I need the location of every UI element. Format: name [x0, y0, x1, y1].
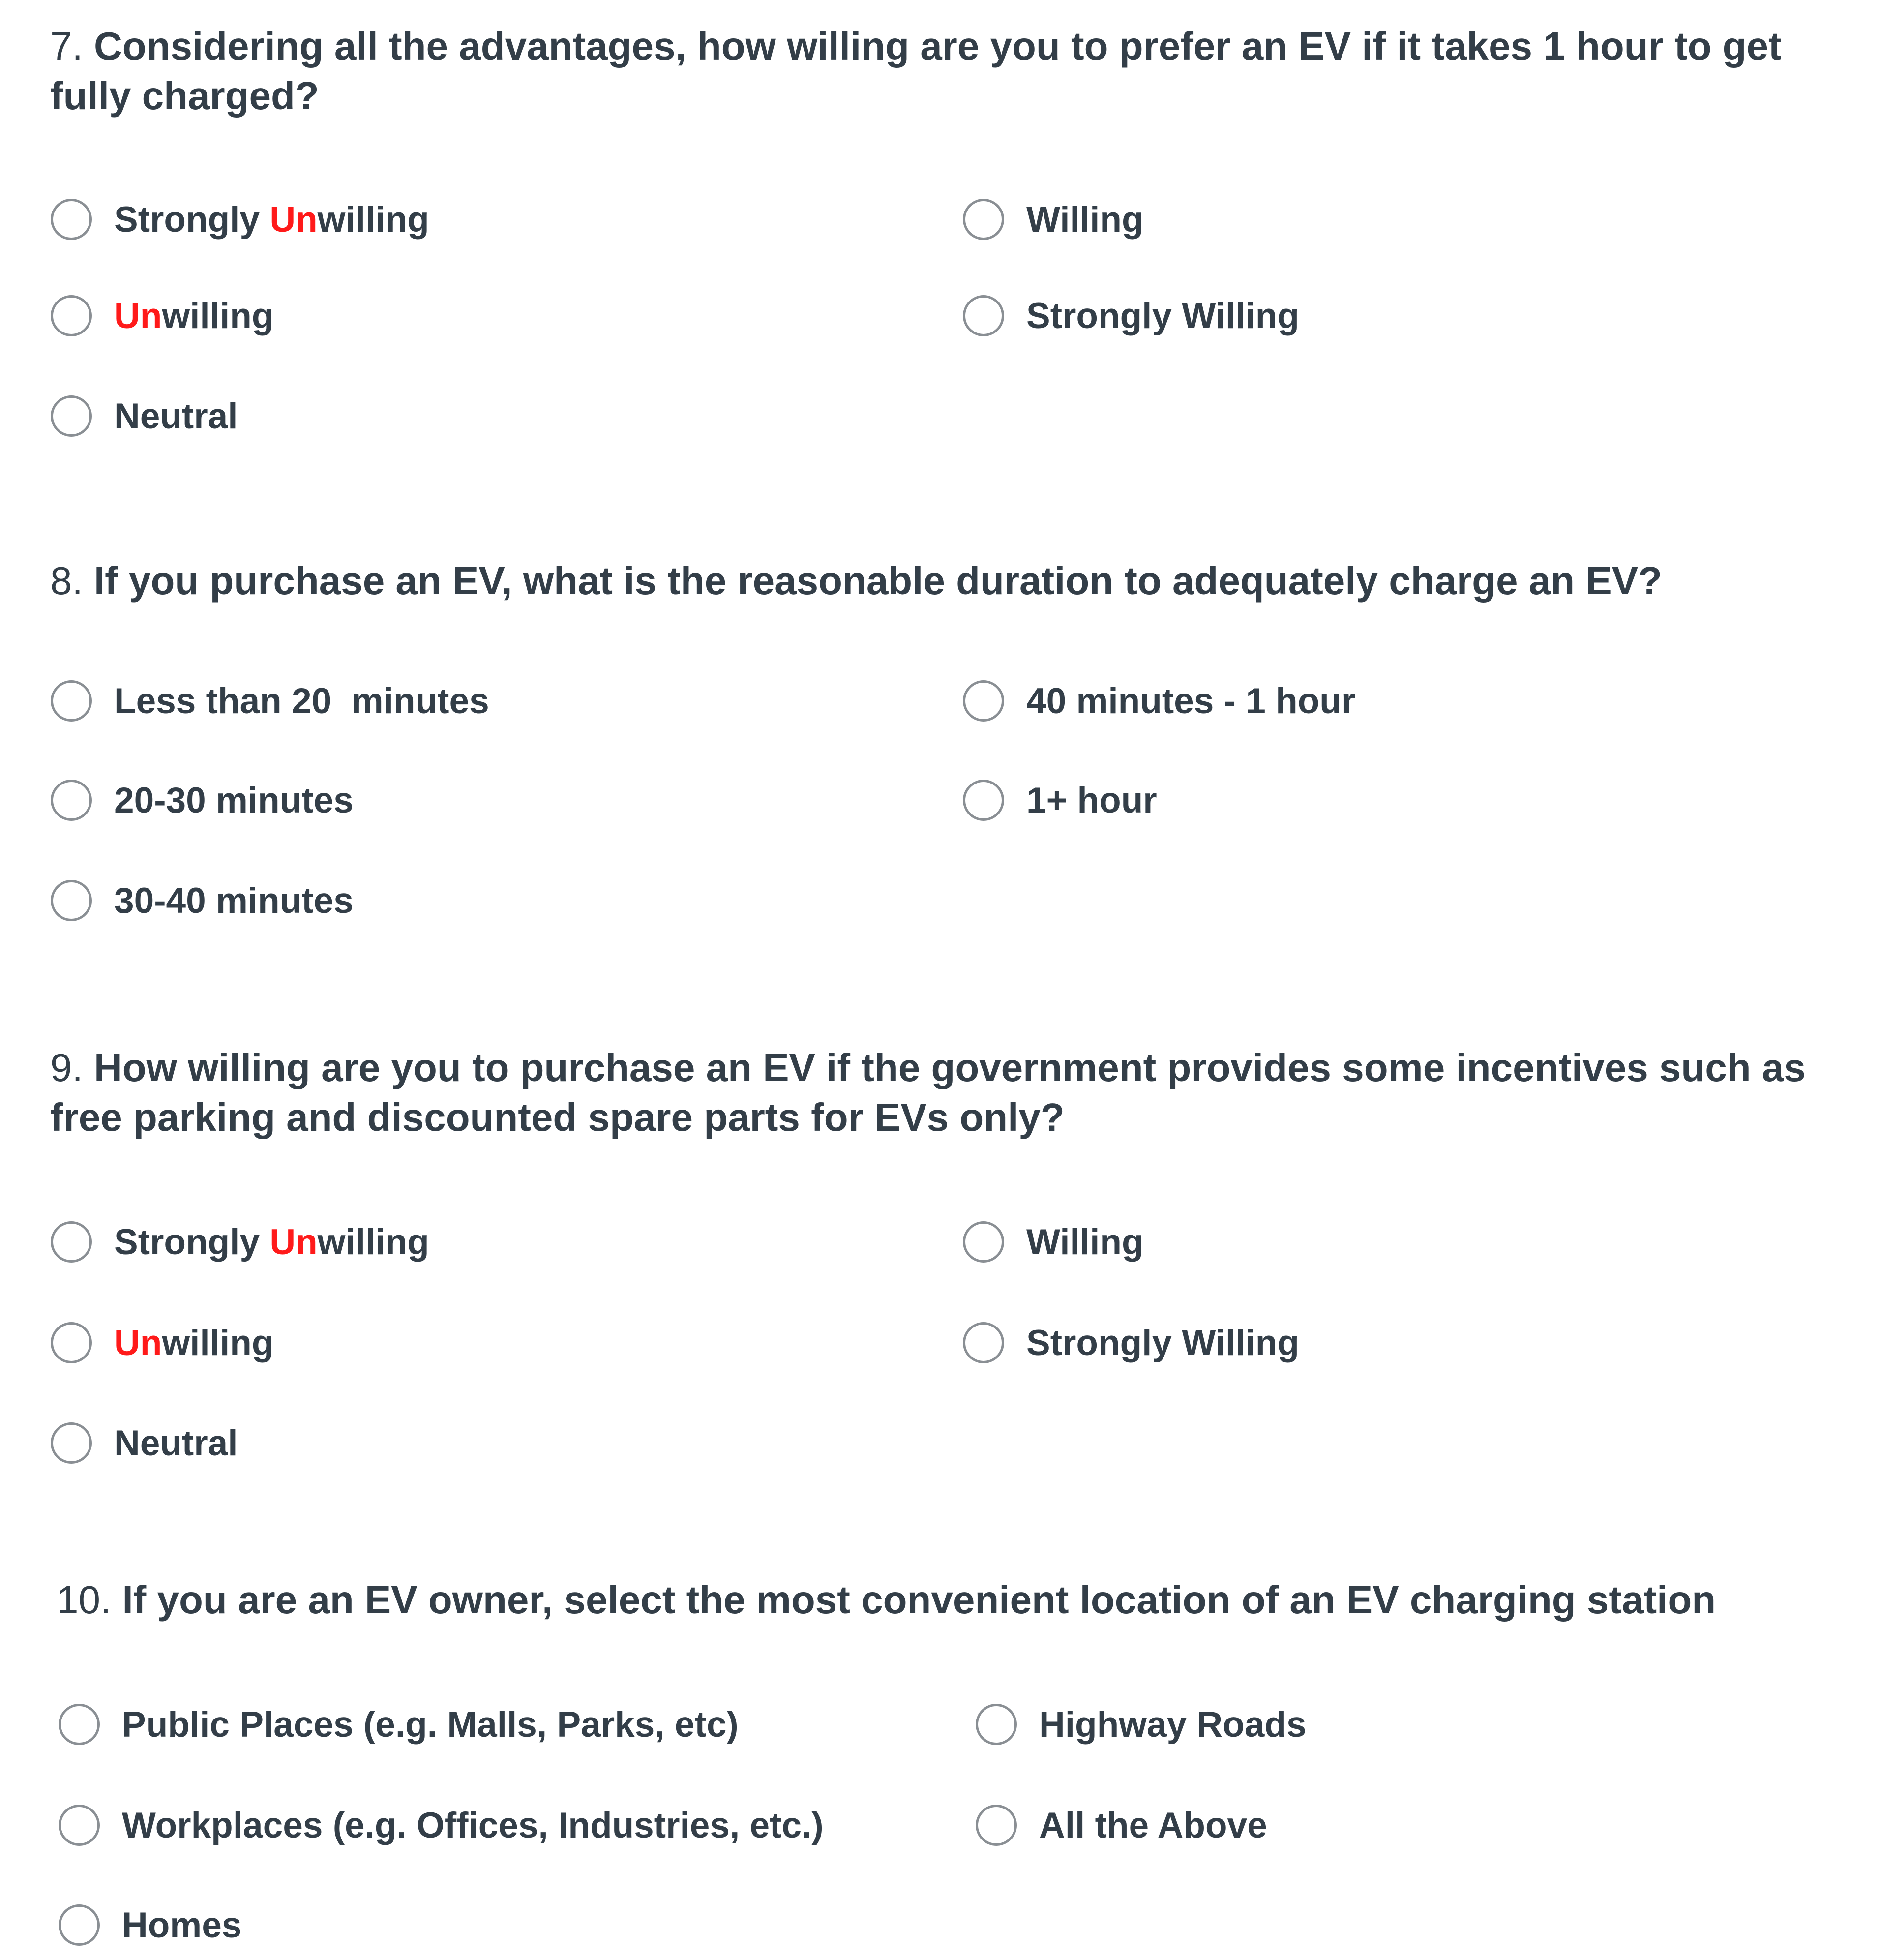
option-strongly-willing[interactable] — [963, 1319, 1299, 1366]
radio-button[interactable] — [976, 1805, 1017, 1846]
question-title — [50, 21, 1860, 121]
question-number: 8. — [50, 559, 83, 603]
option-20-30-minutes[interactable] — [51, 777, 354, 824]
radio-button[interactable] — [51, 1322, 92, 1363]
question-title — [50, 1043, 1860, 1142]
radio-button[interactable] — [963, 1221, 1004, 1263]
option-label: Public Places (e.g. Malls, Parks, etc) — [122, 1704, 739, 1745]
option-label: Unwilling — [114, 296, 274, 336]
radio-button[interactable] — [51, 1422, 92, 1464]
radio-button[interactable] — [59, 1904, 100, 1946]
option-label: 20-30 minutes — [114, 780, 354, 820]
radio-button[interactable] — [51, 199, 92, 240]
radio-button[interactable] — [963, 1322, 1004, 1363]
option-label: All the Above — [1039, 1805, 1267, 1845]
option-30-40-minutes[interactable] — [51, 877, 354, 924]
option-willing[interactable] — [963, 1218, 1144, 1266]
option-strongly-unwilling[interactable] — [51, 196, 429, 243]
option-strongly-willing[interactable] — [963, 292, 1299, 339]
option-willing[interactable] — [963, 196, 1144, 243]
option-strongly-unwilling[interactable] — [51, 1218, 429, 1266]
option-label: Willing — [1026, 1222, 1144, 1262]
option-neutral[interactable] — [51, 1419, 238, 1467]
option-label: Strongly Unwilling — [114, 199, 429, 240]
radio-button[interactable] — [976, 1704, 1017, 1745]
option-label: Strongly Unwilling — [114, 1222, 429, 1262]
option-label: Workplaces (e.g. Offices, Industries, etc.) — [122, 1805, 824, 1845]
option-label: 30-40 minutes — [114, 880, 354, 921]
option-label: Willing — [1026, 199, 1144, 240]
question-title — [57, 1575, 1866, 1625]
option-label: 40 minutes - 1 hour — [1026, 681, 1356, 721]
option-less-than-20-minutes[interactable] — [51, 677, 489, 724]
option-label: Neutral — [114, 1423, 238, 1463]
option-40-minutes-1-hour[interactable] — [963, 677, 1355, 724]
option-workplaces[interactable] — [59, 1802, 824, 1849]
option-1-plus-hour[interactable] — [963, 777, 1157, 824]
option-label: Neutral — [114, 396, 238, 436]
option-label: Homes — [122, 1905, 242, 1945]
question-number: 9. — [50, 1046, 83, 1089]
radio-button[interactable] — [51, 1221, 92, 1263]
radio-button[interactable] — [963, 199, 1004, 240]
option-label: 1+ hour — [1026, 780, 1157, 820]
option-public-places[interactable] — [59, 1701, 739, 1748]
option-neutral[interactable] — [51, 392, 238, 440]
radio-button[interactable] — [963, 680, 1004, 722]
radio-button[interactable] — [963, 780, 1004, 821]
option-label: Highway Roads — [1039, 1704, 1307, 1745]
question-text: How willing are you to purchase an EV if the government provides some incentives such as free parking and discounted spare parts for EVs only? — [50, 1046, 1806, 1139]
option-label: Strongly Willing — [1026, 296, 1299, 336]
question-number: 7. — [50, 24, 83, 68]
question-text: If you purchase an EV, what is the reasonable duration to adequately charge an EV? — [93, 559, 1662, 603]
question-text: If you are an EV owner, select the most convenient location of an EV charging station — [122, 1578, 1716, 1622]
radio-button[interactable] — [59, 1704, 100, 1745]
question-title — [50, 556, 1860, 605]
option-homes[interactable] — [59, 1901, 241, 1949]
question-number: 10. — [57, 1578, 112, 1622]
radio-button[interactable] — [51, 880, 92, 921]
radio-button[interactable] — [51, 680, 92, 722]
option-label: Less than 20 minutes — [114, 681, 489, 721]
option-label: Strongly Willing — [1026, 1323, 1299, 1363]
option-unwilling[interactable] — [51, 292, 273, 339]
radio-button[interactable] — [963, 295, 1004, 336]
radio-button[interactable] — [59, 1805, 100, 1846]
question-text: Considering all the advantages, how willing are you to prefer an EV if it takes 1 hour to get fully charged? — [50, 24, 1782, 118]
option-highway-roads[interactable] — [976, 1701, 1307, 1748]
radio-button[interactable] — [51, 395, 92, 437]
radio-button[interactable] — [51, 780, 92, 821]
option-all-the-above[interactable] — [976, 1802, 1267, 1849]
radio-button[interactable] — [51, 295, 92, 336]
option-label: Unwilling — [114, 1323, 274, 1363]
option-unwilling[interactable] — [51, 1319, 273, 1366]
